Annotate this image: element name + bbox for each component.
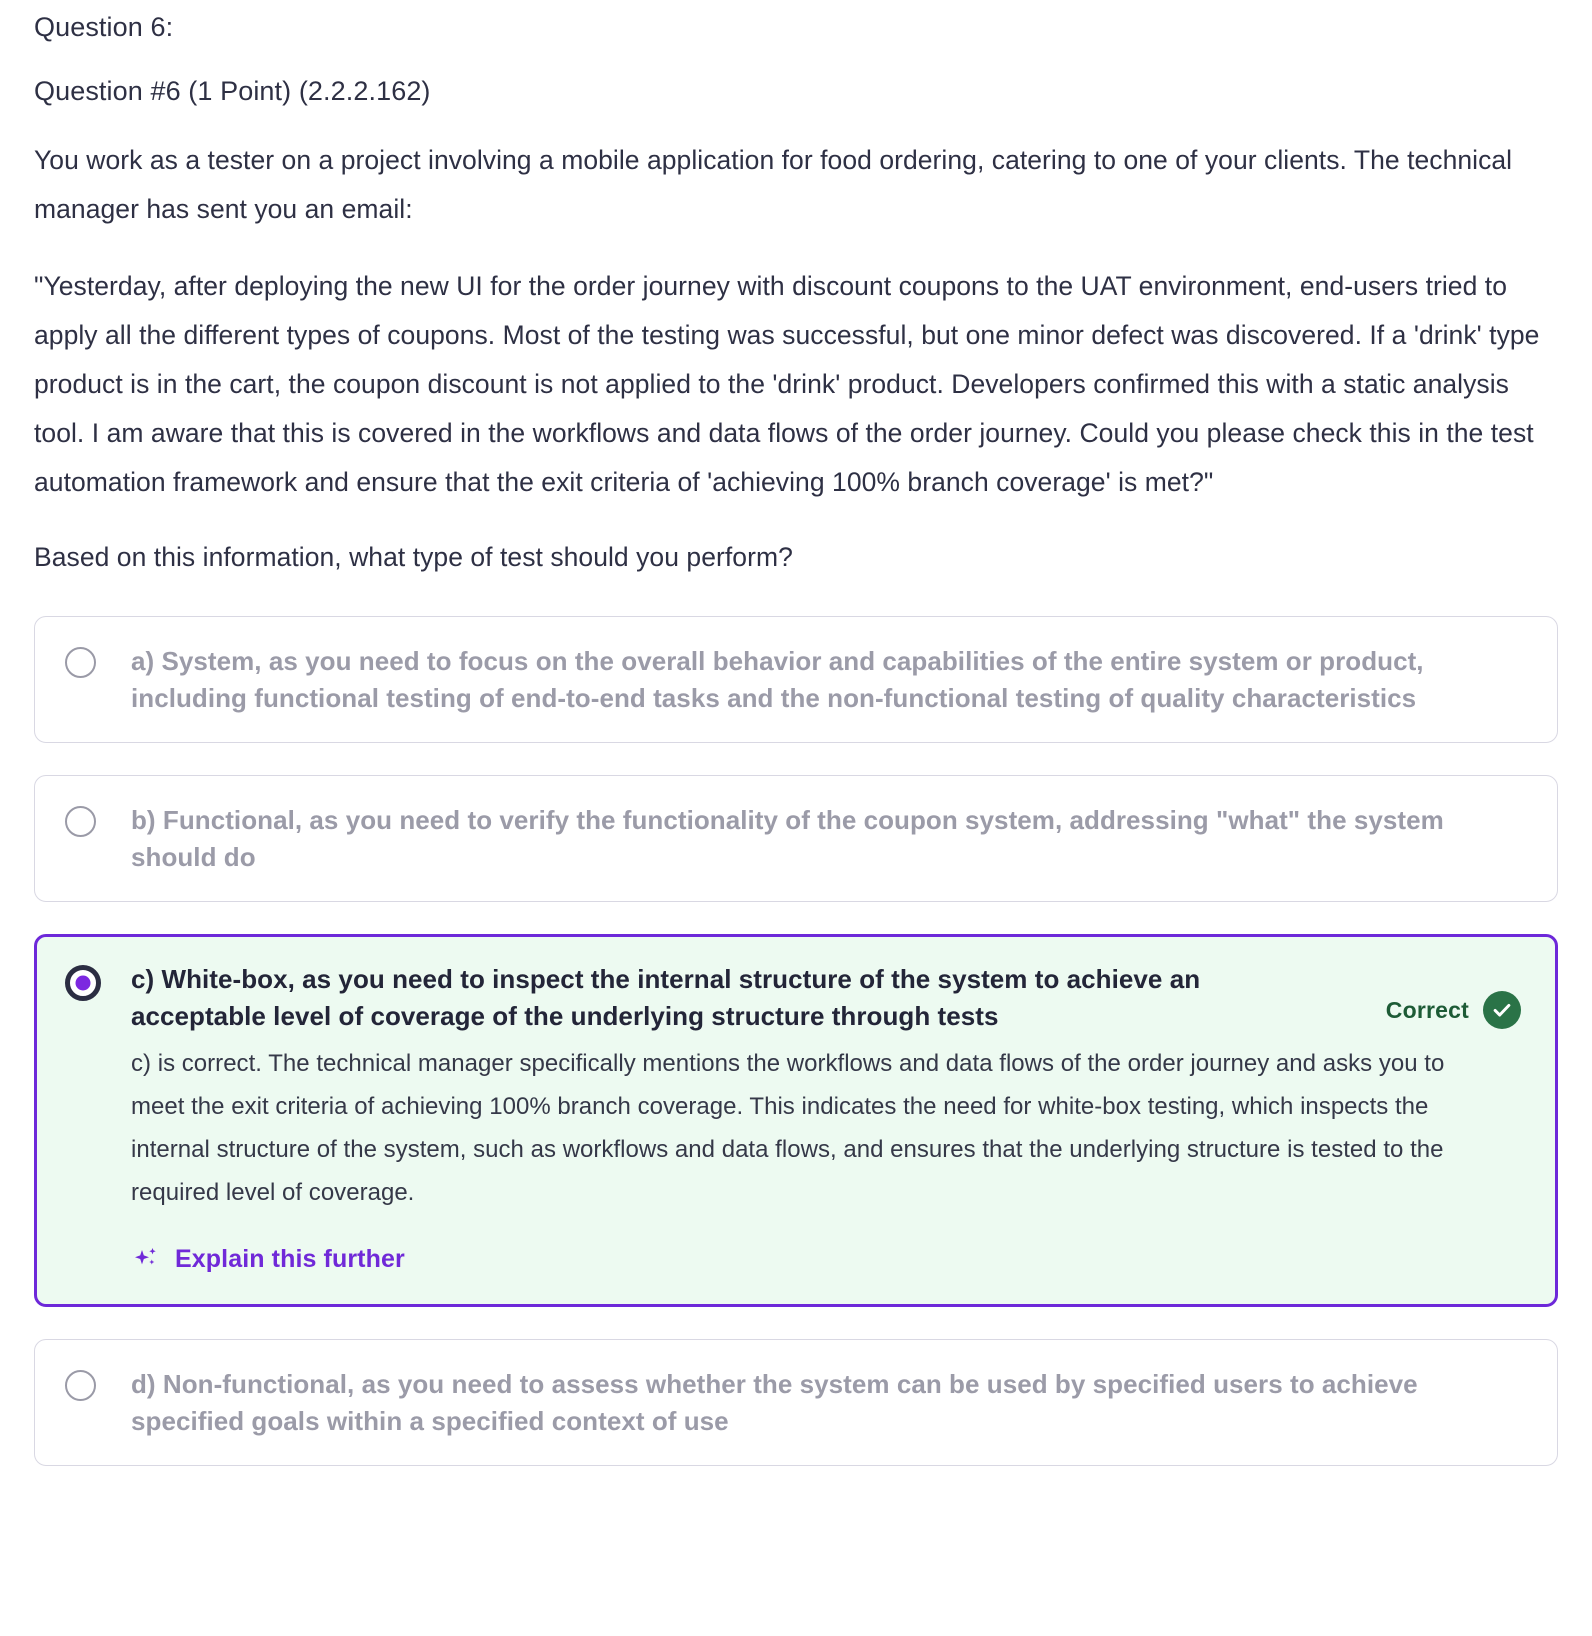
answer-options-list xyxy=(34,616,1558,1466)
answer-option-d[interactable] xyxy=(34,1339,1558,1466)
radio-button-a[interactable] xyxy=(65,647,96,678)
answer-option-d-body xyxy=(131,1366,1527,1439)
answer-option-c[interactable] xyxy=(34,934,1558,1307)
radio-column-c xyxy=(65,961,131,1001)
check-circle-icon xyxy=(1483,991,1521,1029)
explain-this-further-label: Explain this further xyxy=(175,1244,405,1273)
radio-column-d xyxy=(65,1366,131,1401)
answer-option-b-body xyxy=(131,802,1527,875)
answer-option-d-text: d) Non-functional, as you need to assess whether the system can be used by specified users to achieve specified goals within a specified context of use xyxy=(131,1369,1418,1436)
radio-column-b xyxy=(65,802,131,837)
question-number-label: Question 6: xyxy=(34,12,174,42)
question-paragraph-2: "Yesterday, after deploying the new UI for the order journey with discount coupons to the UAT environment, end-users tried to apply all the different types of coupons. Most of the testing was successful, but one minor defect was discovered. If a 'drink' type product is in the cart, the coupon discount is not applied to the 'drink' product. Developers confirmed this with a static analysis tool. I am aware that this is covered in the workflows and data flows of the order journey. Could you please check this in the test automation framework and ensure that the exit criteria of 'achieving 100% branch coverage' is met?" xyxy=(34,271,1540,497)
status-badge xyxy=(1386,961,1527,1029)
explain-this-further-link[interactable] xyxy=(131,1244,405,1274)
answer-option-b[interactable] xyxy=(34,775,1558,902)
radio-button-b[interactable] xyxy=(65,806,96,837)
question-paragraph-3: Based on this information, what type of test should you perform? xyxy=(34,542,793,572)
answer-option-a-text: a) System, as you need to focus on the overall behavior and capabilities of the entire system or product, including functional testing of end-to-end tasks and the non-functional testing of quality characteristics xyxy=(131,646,1424,713)
sparkles-icon xyxy=(131,1244,161,1274)
answer-option-a[interactable] xyxy=(34,616,1558,743)
answer-option-c-text: c) White-box, as you need to inspect the internal structure of the system to achieve an acceptable level of coverage of the underlying structure through tests xyxy=(131,964,1201,1031)
question-title: Question #6 (1 Point) (2.2.2.162) xyxy=(34,76,431,106)
answer-option-c-header xyxy=(131,961,1527,1034)
answer-explanation: c) is correct. The technical manager specifically mentions the workflows and data flows of the order journey and asks you to meet the exit criteria of achieving 100% branch coverage. This indicates the need for white-box testing, which inspects the internal structure of the system, such as workflows and data flows, and ensures that the underlying structure is tested to the required level of coverage. xyxy=(131,1050,1445,1206)
question-paragraph-1: You work as a tester on a project involving a mobile application for food ordering, catering to one of your clients. The technical manager has sent you an email: xyxy=(34,145,1513,224)
radio-button-d[interactable] xyxy=(65,1370,96,1401)
answer-option-b-text: b) Functional, as you need to verify the functionality of the coupon system, addressing "what" the system should do xyxy=(131,805,1444,872)
radio-button-c[interactable] xyxy=(65,965,101,1001)
answer-option-c-body xyxy=(131,961,1527,1282)
answer-option-a-body xyxy=(131,643,1527,716)
radio-column-a xyxy=(65,643,131,678)
status-badge-label: Correct xyxy=(1385,996,1469,1023)
